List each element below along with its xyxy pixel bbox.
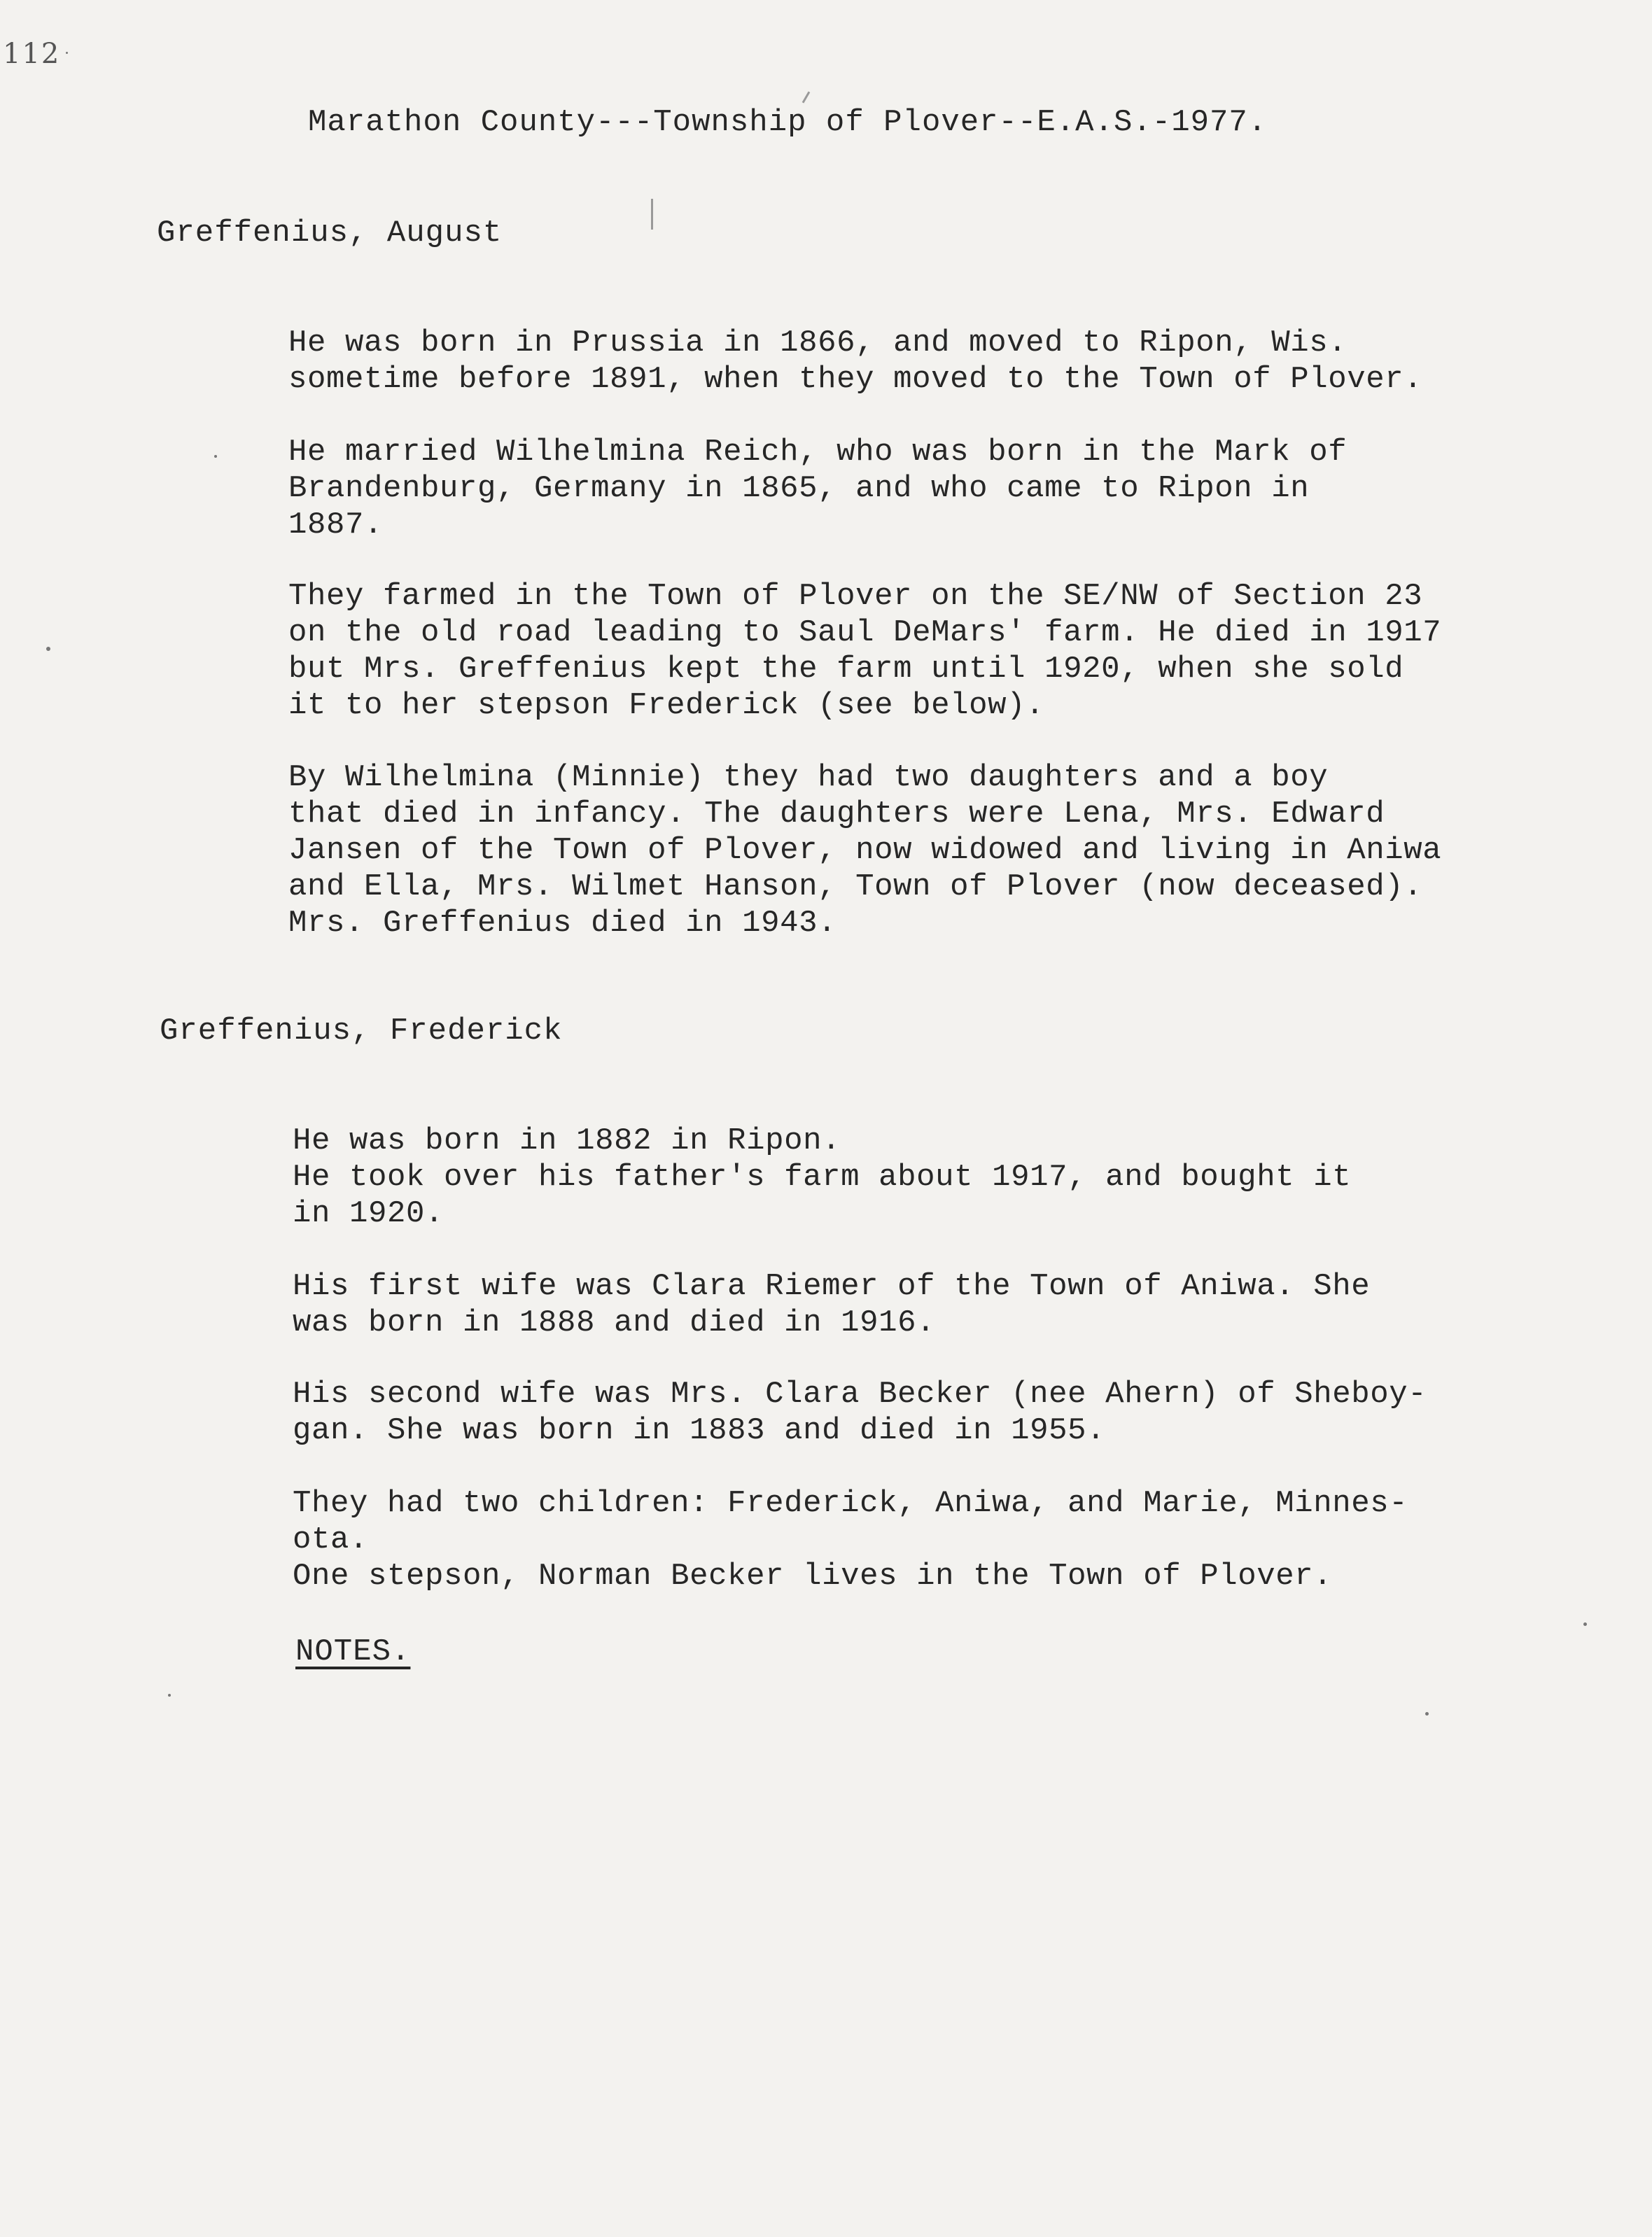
entry-name-august: Greffenius, August bbox=[157, 216, 503, 251]
paper-speck bbox=[214, 455, 217, 458]
paper-speck bbox=[1425, 1712, 1429, 1716]
entry-frederick-paragraph-4: They had two children: Frederick, Aniwa, and Marie, Minnes- ota. One stepson, Norman Becker lives in the Town of Plover. bbox=[293, 1486, 1408, 1594]
notes-heading: NOTES. bbox=[295, 1634, 411, 1669]
paper-speck bbox=[66, 52, 68, 54]
document-header: Marathon County---Township of Plover--E.A.S.-1977. bbox=[308, 105, 1268, 140]
paper-mark bbox=[802, 91, 811, 103]
paper-speck bbox=[46, 647, 50, 651]
entry-august-paragraph-4: By Wilhelmina (Minnie) they had two daughters and a boy that died in infancy. The daughters were Lena, Mrs. Edward Jansen of the Town of Plover, now widowed and living in Aniwa and Ella, Mrs. Wilmet Hanson, Town of Plover (now deceased). Mrs. Greffenius died in 1943. bbox=[288, 760, 1442, 941]
page-number-mark: 112 bbox=[3, 38, 61, 70]
paper-speck bbox=[168, 1694, 171, 1697]
paper-speck bbox=[1583, 1622, 1587, 1626]
paper-mark bbox=[651, 199, 653, 230]
entry-frederick-paragraph-3: His second wife was Mrs. Clara Becker (nee Ahern) of Sheboy- gan. She was born in 1883 and died in 1955. bbox=[293, 1377, 1427, 1448]
entry-name-frederick: Greffenius, Frederick bbox=[160, 1014, 563, 1049]
entry-august-paragraph-1: He was born in Prussia in 1866, and moved to Ripon, Wis. sometime before 1891, when they moved to the Town of Plover. bbox=[288, 325, 1423, 397]
entry-frederick-paragraph-1: He was born in 1882 in Ripon. He took over his father's farm about 1917, and bought it in 1920. bbox=[293, 1123, 1352, 1231]
entry-august-paragraph-2: He married Wilhelmina Reich, who was born in the Mark of Brandenburg, Germany in 1865, and who came to Ripon in 1887. bbox=[288, 435, 1348, 542]
entry-august-paragraph-3: They farmed in the Town of Plover on the SE/NW of Section 23 on the old road leading to Saul DeMars' farm. He died in 1917 but Mrs. Greffenius kept the farm until 1920, when she sold it to her stepson Frederick (see below). bbox=[288, 579, 1442, 723]
entry-frederick-paragraph-2: His first wife was Clara Riemer of the Town of Aniwa. She was born in 1888 and died in 1916. bbox=[293, 1269, 1371, 1340]
